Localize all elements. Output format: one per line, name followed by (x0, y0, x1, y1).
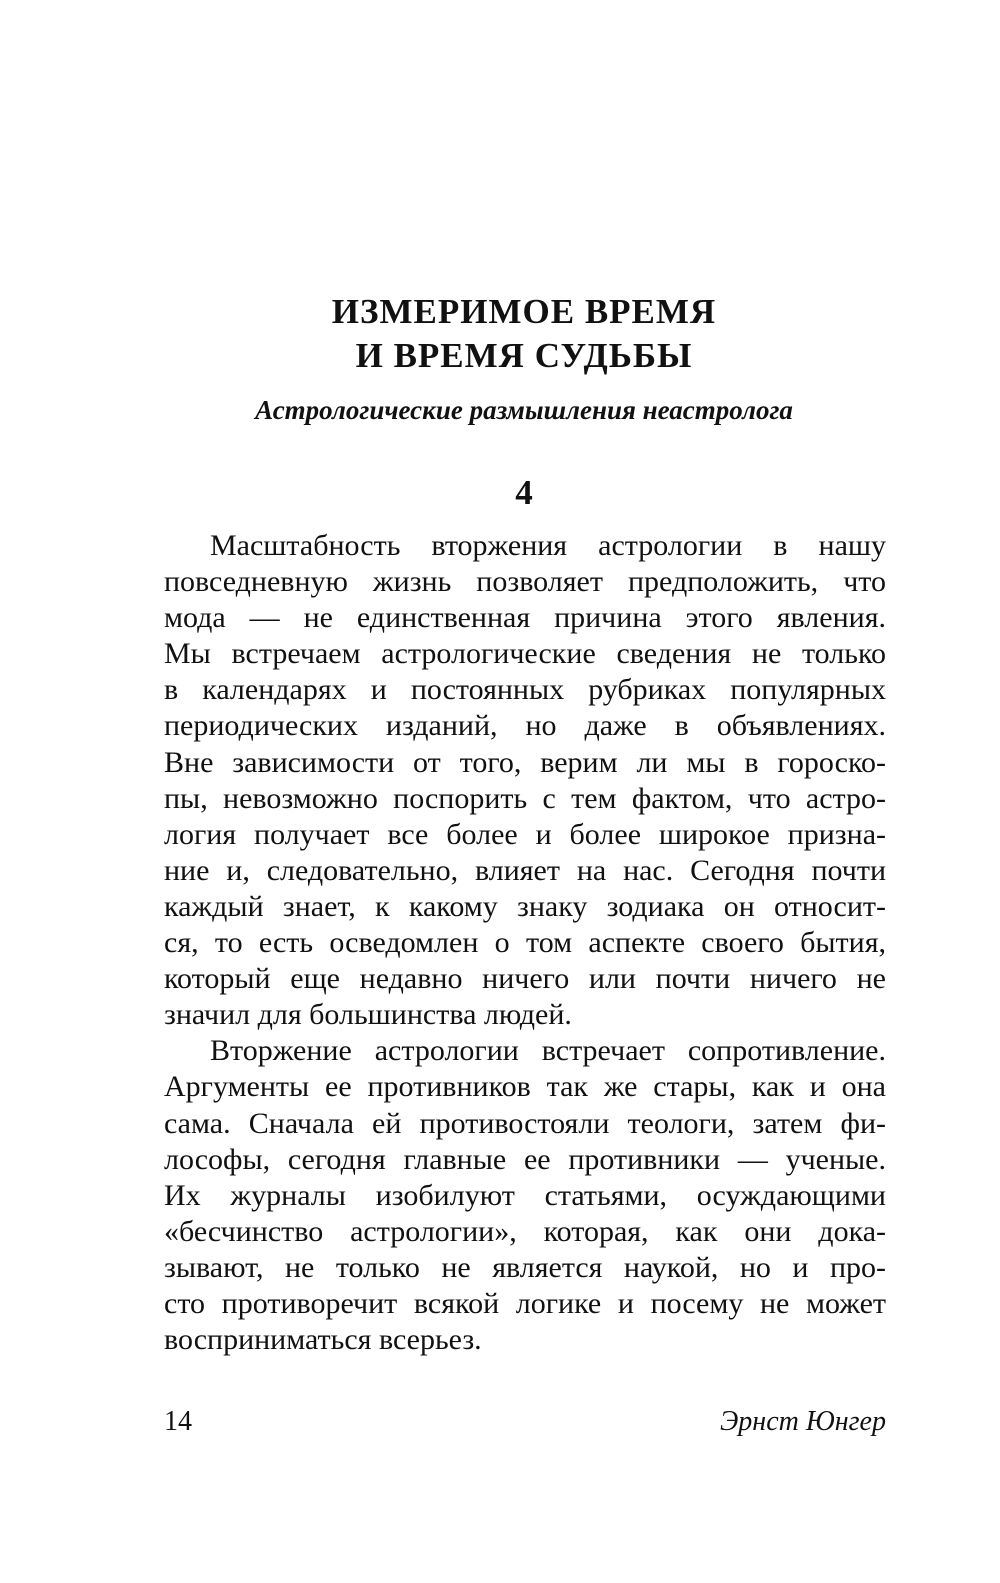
text-line: логия получает все более и более широкое призна- (164, 817, 886, 851)
text-line: Вторжение астрологии встречает сопротивление. (210, 1034, 886, 1068)
text-line: восприниматься всерьез. (164, 1323, 482, 1357)
text-line: сама. Сначала ей противостояли теологи, затем фи- (164, 1106, 886, 1140)
text-line: «бесчинство астрологии», которая, как они дока- (164, 1214, 886, 1248)
text-line: сто противоречит всякой логике и посему не может (164, 1286, 886, 1320)
body-text (164, 528, 886, 1358)
text-line: ся, то есть осведомлен о том аспекте своего бытия, (164, 926, 886, 960)
text-line: который еще недавно ничего или почти ничего не (164, 962, 886, 996)
text-line: мода — не единственная причина этого явления. (164, 601, 886, 635)
text-line: в календарях и постоянных рубриках популярных (164, 673, 886, 707)
text-line: каждый знает, к какому знаку зодиака он относит- (164, 889, 886, 923)
page-number: 14 (164, 1406, 192, 1437)
text-line: лософы, сегодня главные ее противники — ученые. (164, 1142, 886, 1176)
chapter-subtitle: Астрологические размышления неастролога (255, 395, 793, 425)
text-line: Масштабность вторжения астрологии в нашу (210, 529, 886, 562)
section-number: 4 (515, 473, 533, 512)
text-line: Мы встречаем астрологические сведения не только (164, 637, 886, 671)
text-line: значил для большинства людей. (164, 998, 572, 1032)
chapter-title-line-2: И ВРЕМЯ СУДЬБЫ (355, 336, 693, 375)
text-line: периодических изданий, но даже в объявлениях. (164, 709, 886, 743)
running-footer-author: Эрнст Юнгер (719, 1406, 886, 1437)
chapter-title-line-1: ИЗМЕРИМОЕ ВРЕМЯ (331, 292, 717, 331)
text-line: Аргументы ее противников так же стары, как и она (164, 1070, 886, 1104)
text-line: зывают, не только не является наукой, но и про- (164, 1250, 886, 1284)
text-line: пы, невозможно поспорить с тем фактом, что астро- (164, 781, 886, 815)
text-line: ние и, следовательно, влияет на нас. Сегодня почти (164, 853, 886, 887)
text-line: Вне зависимости от того, верим ли мы в гороско- (164, 745, 886, 779)
text-line: Их журналы изобилуют статьями, осуждающими (164, 1178, 886, 1212)
text-line: повседневную жизнь позволяет предположить, что (164, 565, 886, 599)
